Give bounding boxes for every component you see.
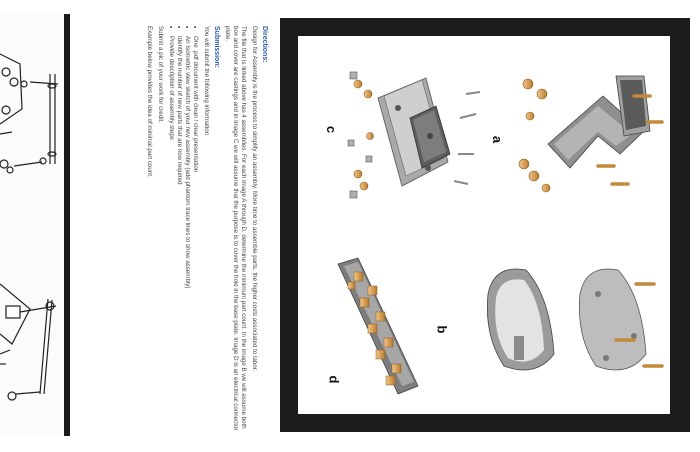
submission-item: • Provide description of assembly steps: [167, 36, 175, 433]
linkage-sketch: [0, 14, 64, 436]
label-b: b: [434, 325, 450, 334]
instructions-column: [80, 22, 270, 437]
label-a: a: [490, 135, 506, 144]
label-d: d: [326, 375, 342, 384]
assembly-a: [519, 76, 662, 192]
linkage-sketch-svg: [0, 14, 64, 436]
submission-item: • Identify the number of new parts that are now required: [175, 36, 183, 433]
submission-example: Example below provides the idea of minimal part count.: [146, 26, 153, 178]
submission-credit: Submit a pic of your work for credit.: [157, 26, 164, 123]
submission-list: [167, 26, 199, 433]
submission-item: • An Isometric view sketch of your new assembly (add phantom trace lines to show assembly): [183, 36, 191, 433]
assemblies-figure: [298, 36, 670, 414]
directions-heading: Directions:: [261, 26, 268, 63]
label-c: c: [324, 125, 340, 134]
directions-paragraph-2: The file that is linked above has 4 assemblies. For each image A through D, determine the minimum part count. In the image B we will assume both box and cover are castings and in image C we will assume that the purpose is to cover the hole in the base plate. Image D is an electrical connector plate.: [224, 26, 247, 431]
example-drawing-frame: [0, 14, 70, 436]
instructions-text: [80, 22, 270, 437]
assembly-b: [487, 269, 662, 370]
assemblies-frame: [280, 18, 690, 432]
assemblies-svg: [298, 36, 670, 414]
submission-item: • One .pdf document with clean / clear presentation: [191, 36, 199, 433]
directions-paragraph-1: Design for Assembly is the process to simplify an assembly. More time to assemble parts, the higher costs associated to labor.: [251, 26, 258, 372]
assembly-d: [338, 258, 418, 394]
submission-intro: You will submit the following information: [203, 26, 210, 136]
submission-heading: Submission:: [213, 26, 220, 69]
assembly-c: [348, 72, 480, 198]
